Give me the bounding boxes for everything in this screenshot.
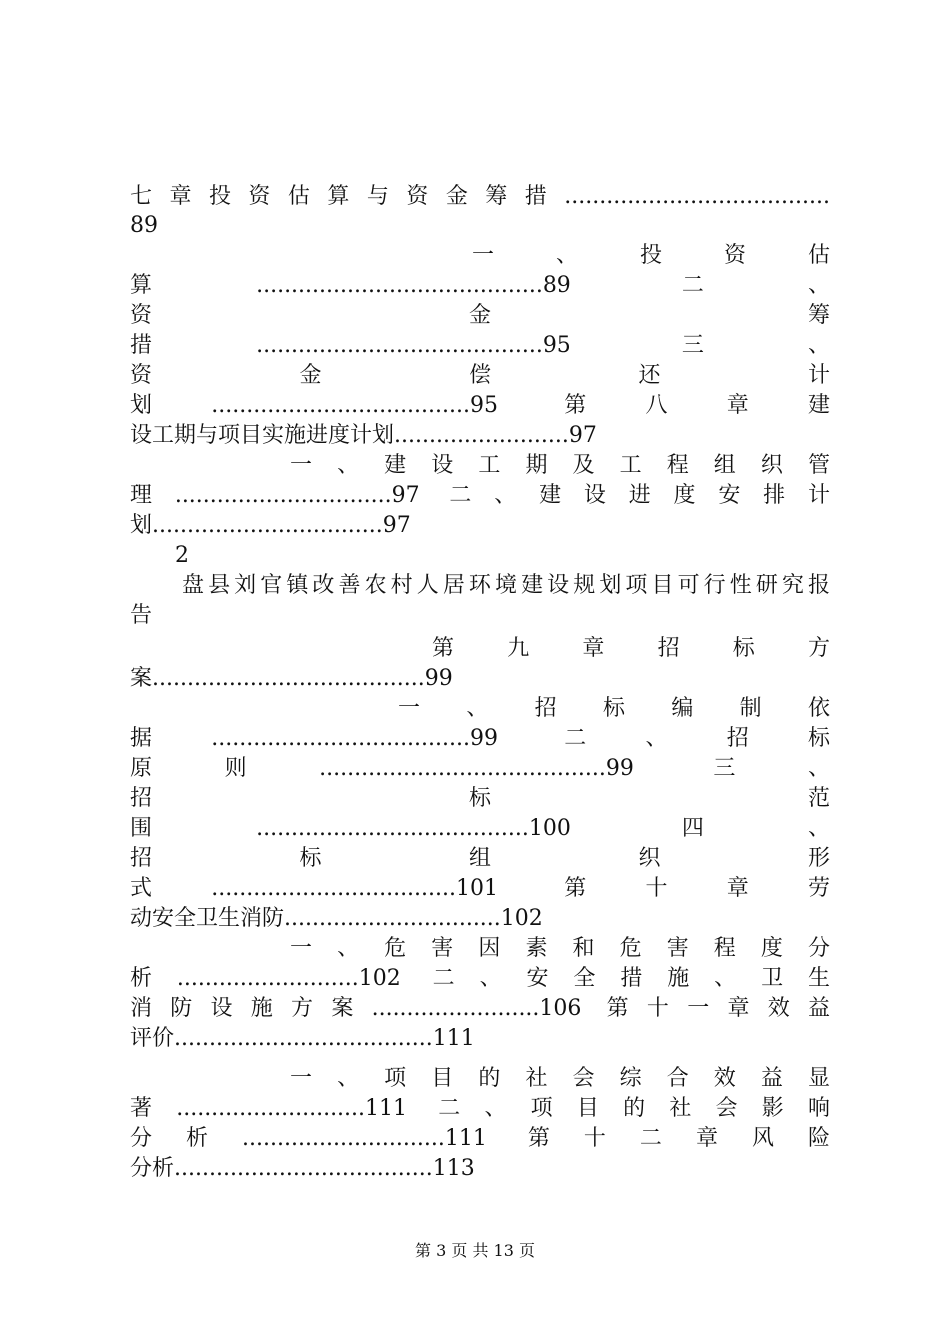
toc-line: 第 九 章 招 标 方 xyxy=(432,636,830,661)
page-footer: 第 3 页 共 13 页 xyxy=(415,1241,535,1260)
toc-line: 理...............................97 二、建设进度安排计 xyxy=(130,483,830,508)
toc-line: 一 、 建 设 工 期 及 工 程 组 织 管 xyxy=(290,453,830,478)
toc-line: 资 金 偿 还 计 xyxy=(130,363,830,388)
toc-line: 招 标 组 织 形 xyxy=(130,846,830,871)
toc-line: 式...................................101 第十章劳 xyxy=(130,876,830,901)
toc-line: 动安全卫生消防...............................102 xyxy=(130,906,543,931)
toc-line: 围.......................................100 四、 xyxy=(130,816,830,841)
toc-line: 一 、 危 害 因 素 和 危 害 程 度 分 xyxy=(290,936,830,961)
toc-line: 89 xyxy=(130,213,158,238)
toc-line: 分析.....................................113 xyxy=(130,1156,475,1181)
toc-line: 资 金 筹 xyxy=(130,303,830,328)
toc-line: 评价.....................................111 xyxy=(130,1026,475,1051)
toc-line: 算.........................................89 二、 xyxy=(130,273,830,298)
toc-line: 案.......................................99 xyxy=(130,666,453,691)
toc-line: 七章投资估算与资金筹措...................................... xyxy=(130,184,830,209)
toc-line: 设工期与项目实施进度计划.........................97 xyxy=(130,423,597,448)
toc-line: 一 、 招 标 编 制 依 xyxy=(398,696,830,721)
document-title-line: 盘县刘官镇改善农村人居环境建设规划项目可行性研究报 xyxy=(182,573,830,598)
toc-line: 划.....................................95 第八章建 xyxy=(130,393,830,418)
toc-line: 措.........................................95 三、 xyxy=(130,333,830,358)
toc-line: 据.....................................99 二、招标 xyxy=(130,726,830,751)
page-number-inline: 2 xyxy=(175,543,189,568)
toc-line: 消防设施方案........................106 第十一章效益 xyxy=(130,996,830,1021)
document-title-line: 告 xyxy=(130,603,153,628)
toc-line: 划.................................97 xyxy=(130,513,411,538)
toc-line: 著...........................111 二、项目的社会影响 xyxy=(130,1096,830,1121)
toc-line: 一 、 投 资 估 xyxy=(472,243,830,268)
toc-line: 一 、 项 目 的 社 会 综 合 效 益 显 xyxy=(290,1066,830,1091)
toc-line: 招 标 范 xyxy=(130,786,830,811)
toc-line: 析..........................102 二、安全措施、卫生 xyxy=(130,966,830,991)
toc-line: 分析.............................111 第十二章风险 xyxy=(130,1126,830,1151)
toc-line: 原则.........................................99 三、 xyxy=(130,756,830,781)
